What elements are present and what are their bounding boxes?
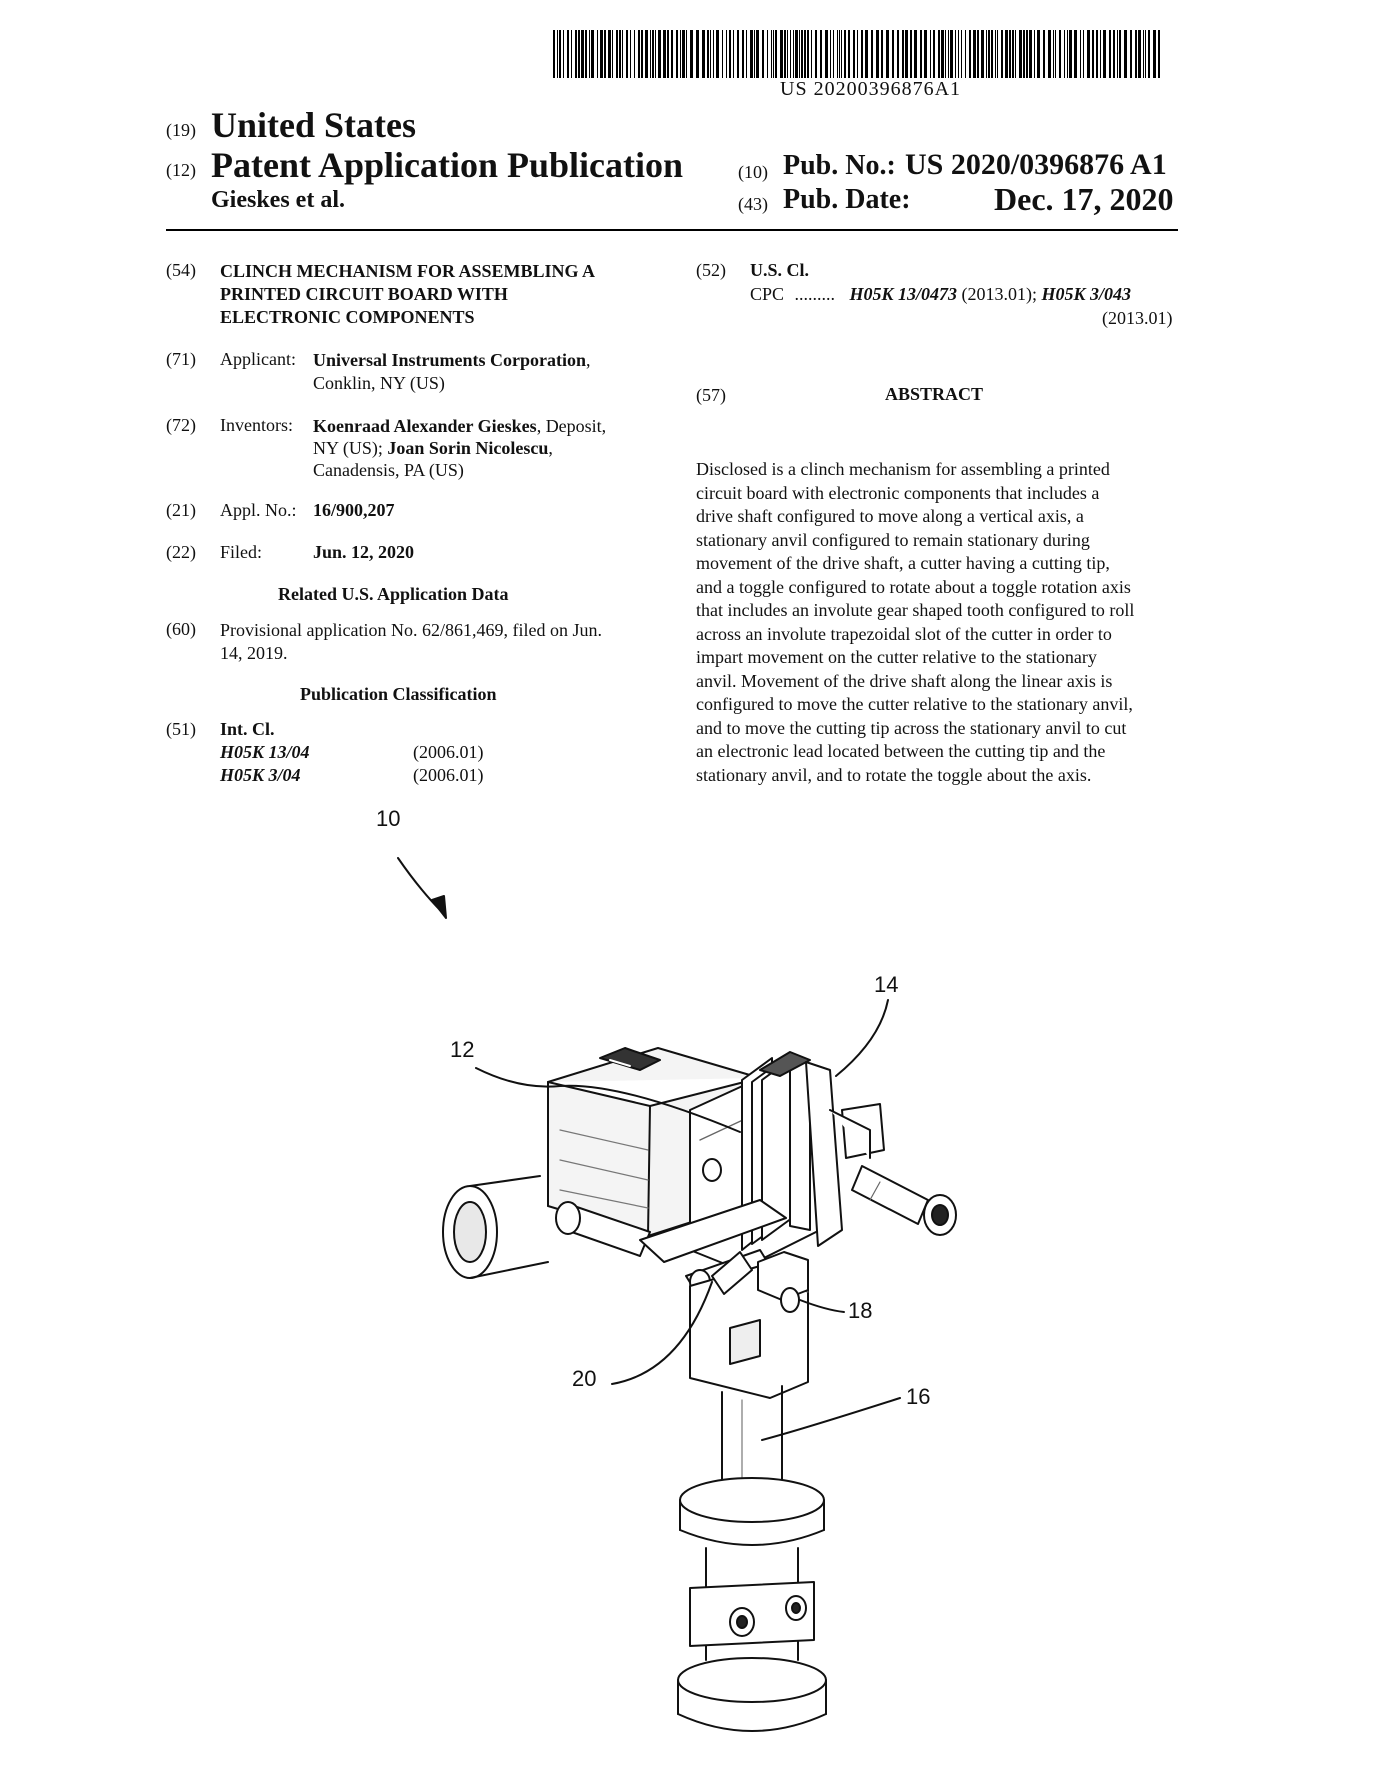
inventor-1-name: Koenraad Alexander Gieskes: [313, 416, 537, 436]
barcode-bar: [578, 30, 580, 78]
barcode-bar: [1037, 30, 1040, 78]
barcode-bar: [958, 30, 959, 78]
inventors-block: [313, 415, 606, 481]
barcode-bar: [825, 30, 828, 78]
barcode-bar: [969, 30, 971, 78]
cpc-label: CPC: [750, 284, 785, 304]
barcode-bar: [981, 30, 984, 78]
barcode-bar: [1113, 30, 1115, 78]
code-43: (43): [738, 194, 768, 214]
barcode-bar: [1087, 30, 1090, 78]
barcode-bar: [1138, 30, 1141, 78]
barcode-bar: [1103, 30, 1106, 78]
int-cl-row-2-class: H05K 3/04: [220, 765, 301, 785]
barcode-bar: [804, 30, 806, 78]
barcode-bar: [563, 30, 564, 78]
barcode-bar: [795, 30, 798, 78]
barcode-bar: [707, 30, 709, 78]
barcode-bar: [1109, 30, 1111, 78]
inventor-1-loc-b: NY (US);: [313, 438, 383, 458]
abstract-code: (57): [696, 385, 726, 405]
barcode-bar: [801, 30, 803, 78]
int-cl-label: Int. Cl.: [220, 719, 275, 739]
barcode-bar: [997, 30, 998, 78]
barcode-bar: [773, 30, 774, 78]
barcode-bar: [1043, 30, 1045, 78]
barcode-bar: [1143, 30, 1144, 78]
cpc-line: [750, 284, 1131, 305]
barcode-bar: [645, 30, 648, 78]
barcode-bar: [948, 30, 949, 78]
inventor-short: Gieskes et al.: [211, 187, 345, 213]
barcode-bar: [833, 30, 834, 78]
barcode-bar: [1009, 30, 1011, 78]
barcode-bar: [726, 30, 727, 78]
abstract-heading: ABSTRACT: [885, 384, 984, 404]
abstract-line: and to move the cutting tip across the stationary anvil to cut: [696, 717, 1127, 738]
header-divider: [166, 229, 1178, 231]
provisional-line-2: 14, 2019.: [220, 643, 288, 663]
barcode-bar: [713, 30, 714, 78]
abstract-line: anvil. Movement of the drive shaft along the linear axis is: [696, 670, 1113, 691]
barcode-bar: [591, 30, 594, 78]
int-cl-row-1-class: H05K 13/04: [220, 742, 310, 762]
cpc-class-1: H05K 13/0473: [849, 284, 958, 304]
barcode-bar: [1069, 30, 1072, 78]
related-heading: Related U.S. Application Data: [278, 584, 509, 604]
barcode-bar: [1055, 30, 1056, 78]
barcode-bar: [1124, 30, 1127, 78]
title-line-1: CLINCH MECHANISM FOR ASSEMBLING A: [220, 261, 596, 281]
ref-label-16: 16: [906, 1384, 931, 1409]
ref-10-arrowhead: [432, 896, 446, 918]
barcode-bar: [839, 30, 840, 78]
barcode-bar: [722, 30, 723, 78]
pub-class-heading: Publication Classification: [300, 684, 497, 704]
code-10: (10): [738, 162, 768, 182]
pivot-block: [806, 1062, 884, 1246]
barcode-bar: [1135, 30, 1137, 78]
barcode-bar: [619, 30, 621, 78]
barcode-bar: [1029, 30, 1032, 78]
title-code: (54): [166, 260, 196, 280]
drive-shaft: [722, 1386, 782, 1484]
barcode-bar: [988, 30, 990, 78]
applicant-block: [313, 349, 591, 395]
barcode-bar: [830, 30, 831, 78]
ref-label-20: 20: [572, 1366, 597, 1391]
barcode-bar: [557, 30, 558, 78]
barcode-bar: [1117, 30, 1118, 78]
applicant-location: Conklin, NY (US): [313, 373, 445, 393]
int-cl-code: (51): [166, 719, 196, 739]
code-19: (19): [166, 120, 196, 140]
barcode-bar: [881, 30, 883, 78]
inventor-2-name: Joan Sorin Nicolescu: [387, 438, 549, 458]
pub-no-label: Pub. No.:: [783, 150, 896, 181]
barcode-bar: [1005, 30, 1008, 78]
barcode-bar: [680, 30, 681, 78]
barcode-bar: [1083, 30, 1084, 78]
barcode-bar: [762, 30, 764, 78]
barcode-bar: [955, 30, 956, 78]
applicant-name-suffix: ,: [586, 350, 591, 370]
inventor-1-loc: , Deposit,: [536, 416, 607, 436]
barcode-bar: [945, 30, 946, 78]
barcode-bar: [655, 30, 656, 78]
barcode-bar: [1048, 30, 1051, 78]
barcode-bar: [733, 30, 734, 78]
barcode-bar: [622, 30, 623, 78]
barcode-bar: [1019, 30, 1022, 78]
barcode-bar: [961, 30, 962, 78]
applicant-label: Applicant:: [220, 349, 296, 369]
barcode-bar: [1012, 30, 1014, 78]
abstract-line: stationary anvil, and to rotate the toggle about the axis.: [696, 764, 1092, 785]
barcode-bar: [1080, 30, 1081, 78]
barcode-bar: [941, 30, 944, 78]
barcode-bar: [1100, 30, 1101, 78]
barcode-bar: [567, 30, 569, 78]
lower-body: [690, 1548, 814, 1660]
barcode-bar: [634, 30, 635, 78]
barcode-bar: [902, 30, 904, 78]
barcode-bar: [807, 30, 809, 78]
barcode-bar: [729, 30, 731, 78]
barcode-bar: [991, 30, 993, 78]
barcode-bar: [600, 30, 603, 78]
barcode-bar: [652, 30, 654, 78]
barcode-bar: [950, 30, 953, 78]
abstract-line: that includes an involute gear shaped tooth configured to roll: [696, 600, 1135, 620]
barcode-bar: [1074, 30, 1077, 78]
barcode-bar: [676, 30, 678, 78]
barcode-bar: [638, 30, 640, 78]
barcode-bar: [938, 30, 940, 78]
barcode-bar: [696, 30, 699, 78]
barcode-bar: [686, 30, 687, 78]
abstract-line: configured to move the cutter relative to the stationary anvil,: [696, 694, 1133, 714]
right-pin: [852, 1166, 956, 1235]
filed-value: Jun. 12, 2020: [313, 542, 415, 562]
appl-no-value: 16/900,207: [313, 500, 395, 520]
abstract-line: impart movement on the cutter relative to the stationary: [696, 647, 1097, 667]
barcode-bar: [750, 30, 753, 78]
barcode-bar: [910, 30, 912, 78]
barcode-bar: [1026, 30, 1028, 78]
barcode-bar: [1023, 30, 1025, 78]
appl-no-label: Appl. No.:: [220, 500, 297, 520]
barcode-bar: [973, 30, 976, 78]
barcode-bar: [977, 30, 979, 78]
barcode-bar: [742, 30, 744, 78]
barcode-bar: [671, 30, 673, 78]
barcode-bar: [690, 30, 693, 78]
us-cl-label: U.S. Cl.: [750, 260, 810, 280]
barcode-bar: [754, 30, 755, 78]
country: United States: [211, 105, 416, 145]
us-cl-code: (52): [696, 260, 726, 280]
barcode-bar: [1148, 30, 1150, 78]
barcode-bar: [575, 30, 577, 78]
barcode-bar: [1119, 30, 1121, 78]
barcode-bar: [837, 30, 838, 78]
ref-label-14: 14: [874, 972, 899, 997]
pub-date-label: Pub. Date:: [783, 184, 911, 215]
provisional-line-1: Provisional application No. 62/861,469, filed on Jun.: [220, 620, 602, 640]
abstract-line: Disclosed is a clinch mechanism for assembling a printed: [696, 459, 1110, 479]
barcode-bar: [815, 30, 817, 78]
ref-label-10: 10: [376, 806, 401, 831]
cpc-version-2: (2013.01): [1102, 308, 1173, 328]
barcode-bar: [793, 30, 794, 78]
barcode-bar: [737, 30, 739, 78]
barcode-bar: [667, 30, 669, 78]
provisional-text: [220, 619, 602, 665]
appl-no-code: (21): [166, 500, 196, 520]
barcode-bar: [892, 30, 894, 78]
cpc-dots: .........: [794, 284, 836, 304]
abstract-line: stationary anvil configured to remain stationary during: [696, 529, 1090, 550]
barcode-bar: [905, 30, 908, 78]
barcode-bar: [1067, 30, 1068, 78]
barcode-bar: [933, 30, 935, 78]
barcode-bar: [702, 30, 705, 78]
abstract-line: across an involute trapezoidal slot of the cutter in order to: [696, 623, 1112, 644]
upper-collar: [680, 1478, 824, 1545]
inventors-code: (72): [166, 415, 196, 435]
applicant-code: (71): [166, 349, 196, 369]
barcode-bar: [914, 30, 917, 78]
side-cylinder: [443, 1176, 548, 1278]
ref-label-18: 18: [848, 1298, 873, 1323]
barcode-bar: [1096, 30, 1098, 78]
barcode-bar: [581, 30, 584, 78]
barcode-bar: [886, 30, 889, 78]
pub-type: Patent Application Publication: [211, 145, 684, 185]
barcode-bar: [641, 30, 643, 78]
barcode-bar: [746, 30, 747, 78]
filed-code: (22): [166, 542, 196, 562]
barcode-bar: [1059, 30, 1061, 78]
barcode-bar: [841, 30, 842, 78]
barcode-bar: [865, 30, 868, 78]
title: [220, 260, 595, 329]
barcode-bar: [756, 30, 759, 78]
barcode-bar: [920, 30, 922, 78]
barcode-bar: [787, 30, 788, 78]
barcode-bar: [585, 30, 587, 78]
barcode-bar: [571, 30, 572, 78]
barcode-bar: [876, 30, 879, 78]
barcode-bar: [1015, 30, 1016, 78]
cpc-version-1: (2013.01);: [961, 284, 1038, 304]
barcode-bar: [716, 30, 719, 78]
barcode-bar: [857, 30, 858, 78]
barcode-bar: [871, 30, 873, 78]
int-cl-row-2-version: (2006.01): [413, 765, 484, 785]
abstract-line: an electronic lead located between the cutting tip and the: [696, 741, 1106, 761]
inventors-label: Inventors:: [220, 415, 293, 435]
base-flange: [678, 1658, 826, 1731]
barcode-bar: [616, 30, 618, 78]
pub-no: US 2020/0396876 A1: [905, 148, 1167, 181]
barcode-bar: [559, 30, 561, 78]
ref-14-leader: [836, 1000, 888, 1076]
barcode-bar: [604, 30, 606, 78]
barcode-bar: [844, 30, 846, 78]
patent-figure: [0, 800, 1378, 1792]
code-12: (12): [166, 160, 196, 180]
abstract-line: movement of the drive shaft, a cutter having a cutting tip,: [696, 553, 1110, 573]
pub-date: Dec. 17, 2020: [994, 181, 1174, 217]
barcode-bar: [1153, 30, 1156, 78]
barcode-bar: [1092, 30, 1094, 78]
barcode-bar: [784, 30, 786, 78]
barcode-bar: [767, 30, 768, 78]
barcode-bar: [1053, 30, 1054, 78]
barcode-bar: [710, 30, 711, 78]
ref-label-12: 12: [450, 1037, 475, 1062]
barcode-bar: [853, 30, 855, 78]
barcode-bar: [630, 30, 631, 78]
barcode-bar: [626, 30, 628, 78]
filed-label: Filed:: [220, 542, 263, 562]
barcode-bar: [771, 30, 772, 78]
barcode-bar: [682, 30, 685, 78]
barcode-bar: [799, 30, 800, 78]
barcode-bar: [995, 30, 996, 78]
barcode-bar: [986, 30, 987, 78]
barcode-bar: [1130, 30, 1132, 78]
barcode: [553, 30, 1165, 78]
title-line-3: ELECTRONIC COMPONENTS: [220, 307, 475, 327]
barcode-bar: [780, 30, 783, 78]
barcode-bar: [775, 30, 777, 78]
barcode-bar: [811, 30, 812, 78]
barcode-bar: [1158, 30, 1160, 78]
barcode-bar: [612, 30, 613, 78]
barcode-bar: [848, 30, 850, 78]
barcode-bar: [1145, 30, 1146, 78]
inventor-2-loc: Canadensis, PA (US): [313, 460, 464, 480]
barcode-bar: [553, 30, 555, 78]
barcode-bar: [965, 30, 966, 78]
abstract-line: circuit board with electronic components that includes a: [696, 482, 1100, 503]
barcode-bar: [1001, 30, 1003, 78]
abstract-line: and a toggle configured to rotate about a toggle rotation axis: [696, 576, 1131, 597]
title-line-2: PRINTED CIRCUIT BOARD WITH: [220, 284, 508, 304]
barcode-bar: [897, 30, 899, 78]
provisional-code: (60): [166, 619, 196, 639]
abstract-line: drive shaft configured to move along a vertical axis, a: [696, 506, 1084, 526]
barcode-bar: [1034, 30, 1035, 78]
barcode-bar: [1064, 30, 1065, 78]
barcode-bar: [930, 30, 931, 78]
barcode-bar: [924, 30, 927, 78]
barcode-bar: [663, 30, 666, 78]
barcode-bar: [597, 30, 598, 78]
barcode-bar: [790, 30, 791, 78]
inventor-2-suffix: ,: [548, 438, 553, 458]
barcode-bar: [589, 30, 590, 78]
abstract-text: [696, 458, 1186, 787]
barcode-bar: [861, 30, 863, 78]
barcode-bar: [658, 30, 661, 78]
cpc-class-2: H05K 3/043: [1041, 284, 1132, 304]
int-cl-row-1-version: (2006.01): [413, 742, 484, 762]
barcode-bar: [820, 30, 822, 78]
applicant-name: Universal Instruments Corporation: [313, 350, 586, 370]
barcode-number: US 20200396876A1: [780, 78, 962, 100]
barcode-bar: [650, 30, 651, 78]
barcode-bar: [608, 30, 611, 78]
